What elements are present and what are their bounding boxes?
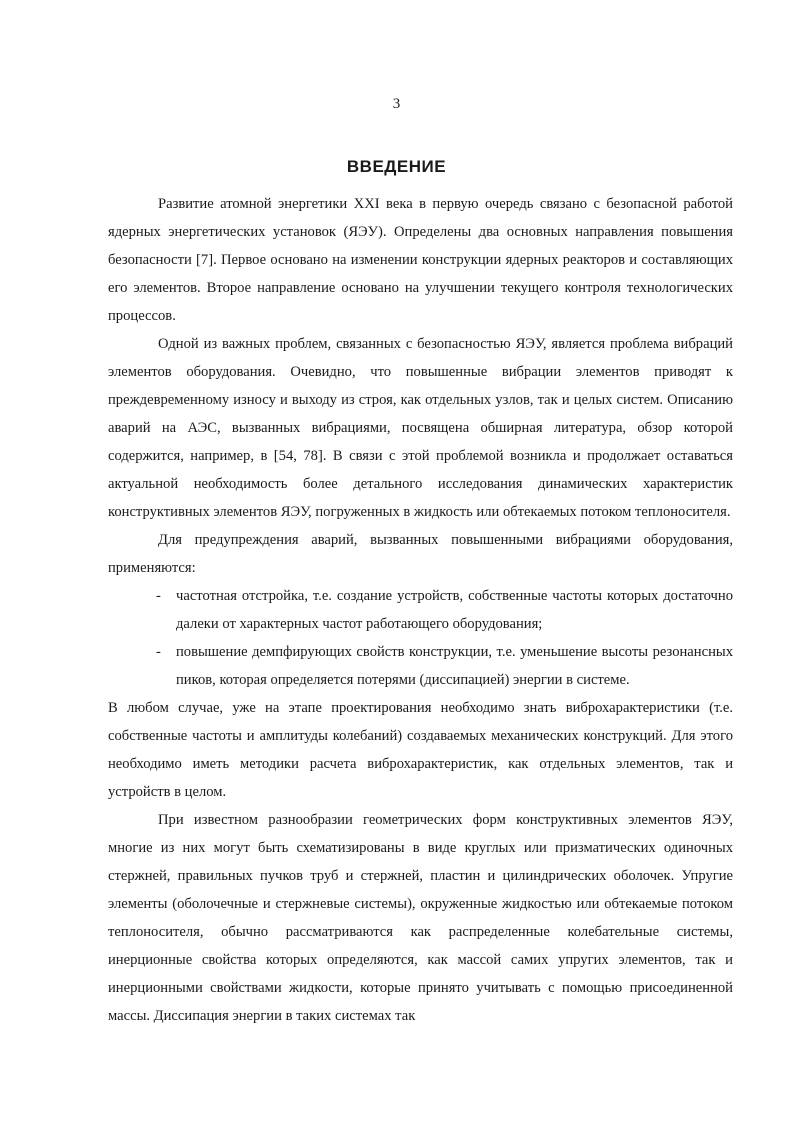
list-item [108,582,733,638]
list-item [108,638,733,694]
list-marker: - [156,644,161,660]
paragraph-3: Для предупреждения аварий, вызванных повышенными вибрациями оборудования, применяются: [108,532,733,576]
measures-list [108,582,733,694]
paragraph-4: В любом случае, уже на этапе проектирования необходимо знать виброхарактеристики (т.е. собственные частоты и амплитуды колебаний) создаваемых механических конструкций. Для этого необходимо иметь методики расчета виброхарактеристик, как отдельных элементов, так и устройств в целом. [108,700,733,800]
list-marker: - [156,588,161,604]
page-number: 3 [392,96,401,112]
paragraph-2: Одной из важных проблем, связанных с безопасностью ЯЭУ, является проблема вибраций элементов оборудования. Очевидно, что повышенные вибрации элементов приводят к преждевременному износу и выходу из строя, как отдельных узлов, так и целых систем. Описанию аварий на АЭС, вызванных вибрациями, посвящена обширная литература, обзор которой содержится, например, в [54, 78]. В связи с этой проблемой возникла и продолжает оставаться актуальной необходимость более детального исследования динамических характеристик конструктивных элементов ЯЭУ, погруженных в жидкость или обтекаемых потоком теплоносителя. [108,336,733,520]
section-heading: ВВЕДЕНИЕ [346,157,447,176]
list-item-text: повышение демпфирующих свойств конструкции, т.е. уменьшение высоты резонансных пиков, которая определяется потерями (диссипацией) энергии в системе. [176,644,733,688]
list-item-text: частотная отстройка, т.е. создание устройств, собственные частоты которых достаточно далеки от характерных частот работающего оборудования; [176,588,733,632]
document-body [108,190,733,1030]
paragraph-5: При известном разнообразии геометрических форм конструктивных элементов ЯЭУ, многие из них могут быть схематизированы в виде круглых или призматических одиночных стержней, правильных пучков труб и стержней, пластин и цилиндрических оболочек. Упругие элементы (оболочечные и стержневые системы), окруженные жидкостью или обтекаемые потоком теплоносителя, обычно рассматриваются как распределенные колебательные системы, инерционные свойства которых определяются, как массой самих упругих элементов, так и инерционными свойствами жидкости, которые принято учитывать с помощью присоединенной массы. Диссипация энергии в таких системах так [108,812,733,1024]
paragraph-1: Развитие атомной энергетики XXI века в первую очередь связано с безопасной работой ядерных энергетических установок (ЯЭУ). Определены два основных направления повышения безопасности [7]. Первое основано на изменении конструкции ядерных реакторов и составляющих его элементов. Второе направление основано на улучшении текущего контроля технологических процессов. [108,196,733,324]
